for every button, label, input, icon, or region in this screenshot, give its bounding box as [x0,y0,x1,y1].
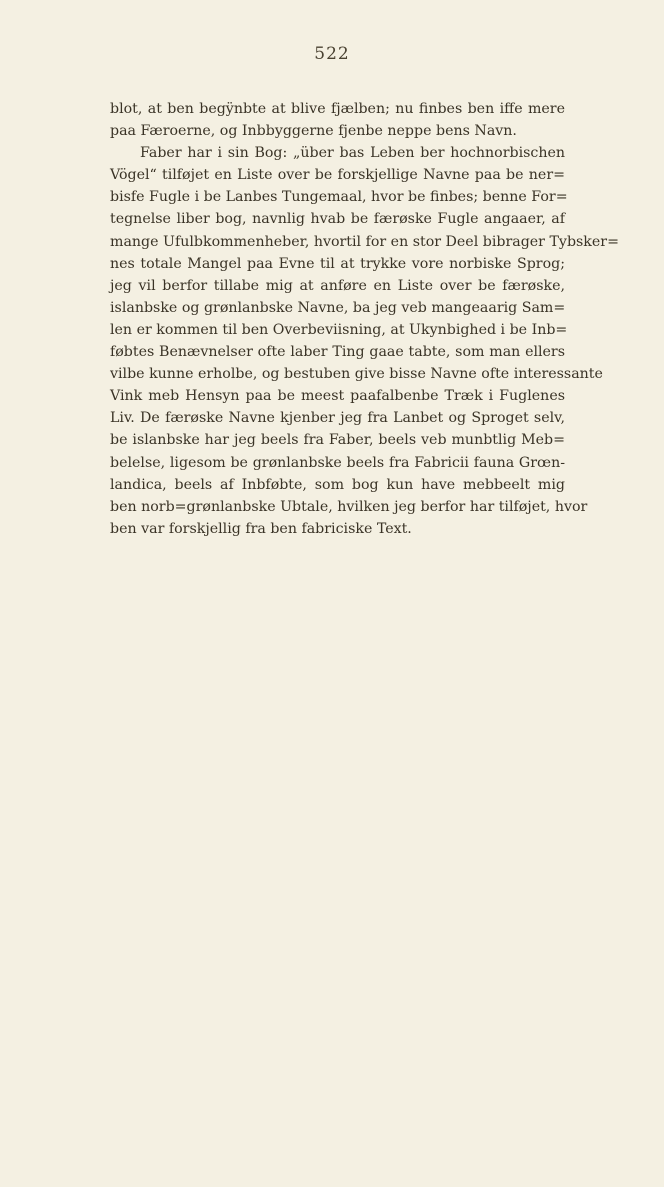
text-line: vilbe kunne erholbe, og bestuben give bisse Navne ofte interessante [110,366,603,383]
text-line: tegnelse liber bog, navnlig hvab be færøske Fugle angaaer, af [110,211,565,228]
text-line: bisfe Fugle i be Lanbes Tungemaal, hvor be finbes; benne For= [110,189,568,206]
text-line: Vink meb Hensyn paa be meest paafalbenbe Træk i Fuglenes [110,388,565,405]
text-line: Liv. De færøske Navne kjenber jeg fra Lanbet og Sproget selv, [110,410,565,427]
text-line: islanbske og grønlanbske Navne, ba jeg veb mangeaarig Sam= [110,299,566,316]
text-line: Vögel“ tilføjet en Liste over be forskjellige Navne paa be ner= [110,167,565,184]
text-line: føbtes Benævnelser ofte laber Ting gaae tabte, som man ellers [110,344,565,361]
text-line: Faber har i sin Bog: „über bas Leben ber hochnorbischen [140,145,565,162]
text-line: blot, at ben begÿnbte at blive fjælben; nu finbes ben iffe mere [110,101,565,117]
text-line: belelse, ligesom be grønlanbske beels fra Fabricii fauna Grœn- [110,454,565,471]
text-line: landica, beels af Inbføbte, som bog kun have mebbeelt mig [110,476,565,493]
body-text [110,98,619,540]
text-line: be islanbske har jeg beels fra Faber, beels veb munbtlig Meb= [110,432,565,449]
text-line: nes totale Mangel paa Evne til at trykke vore norbiske Sprog; [110,255,565,272]
text-line: ben var forskjellig fra ben fabriciske Text. [110,520,412,537]
text-line: paa Færoerne, og Inbbyggerne fjenbe neppe bens Navn. [110,123,517,140]
text-line: ben norb=grønlanbske Ubtale, hvilken jeg berfor har tilføjet, hvor [110,498,588,515]
page-number: 522 [314,44,350,64]
text-line: jeg vil berfor tillabe mig at anføre en Liste over be færøske, [110,277,565,294]
text-line: mange Ufulbkommenheber, hvortil for en stor Deel bibrager Tybsker= [110,233,619,250]
text-line: len er kommen til ben Overbeviisning, at Ukynbighed i be Inb= [110,321,568,338]
